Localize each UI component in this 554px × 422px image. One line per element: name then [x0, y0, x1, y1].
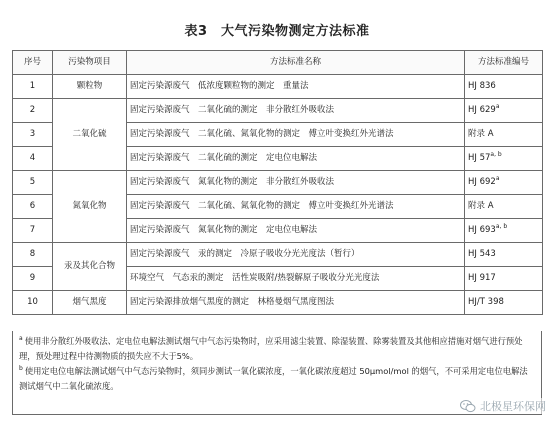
code-text: HJ 692: [468, 177, 496, 187]
row-no: 5: [13, 171, 53, 195]
code-text: 附录 A: [468, 201, 494, 211]
code-text: HJ 543: [468, 249, 496, 259]
pollutant-cell: 氮氧化物: [53, 171, 127, 243]
pollutant-cell: 汞及其化合物: [53, 243, 127, 291]
table-row: [13, 291, 543, 315]
footnote-text: 使用非分散红外吸收法、定电位电解法测试烟气中气态污染物时，应采用滤尘装置、除湿装置、除雾装置及其他相应措施对烟气进行预处理，预处理过程中待测物质的损失应不大于5%。: [19, 336, 523, 361]
table-header-row: [13, 51, 543, 75]
table-title: 表3 大气污染物测定方法标准: [184, 24, 370, 39]
code-cell: [465, 123, 543, 147]
row-no: 8: [13, 243, 53, 267]
standards-table: [12, 50, 543, 315]
row-no: 9: [13, 267, 53, 291]
code-text: HJ 917: [468, 273, 496, 283]
header-code: 方法标准编号: [465, 51, 543, 75]
row-no: 2: [13, 99, 53, 123]
row-no: 4: [13, 147, 53, 171]
footnote-tag: a: [19, 335, 23, 343]
table-row: [13, 243, 543, 267]
code-text: HJ 836: [468, 81, 496, 91]
row-no: 6: [13, 195, 53, 219]
footnote-a: [19, 334, 535, 364]
pollutant-cell: 二氧化硫: [53, 99, 127, 171]
method-cell: 固定污染源废气 二氧化硫、氮氧化物的测定 傅立叶变换红外光谱法: [127, 195, 465, 219]
method-cell: 固定污染源废气 二氧化硫、氮氧化物的测定 傅立叶变换红外光谱法: [127, 123, 465, 147]
code-cell: [465, 243, 543, 267]
row-no: 7: [13, 219, 53, 243]
row-no: 1: [13, 75, 53, 99]
code-cell: [465, 99, 543, 123]
footnote-text: 使用定电位电解法测试烟气中气态污染物时，须同步测试一氧化碳浓度，一氧化碳浓度超过 50μmol/mol 的烟气，不可采用定电位电解法测试烟气中二氧化硫浓度。: [19, 366, 528, 391]
code-cell: [465, 267, 543, 291]
code-text: HJ 57: [468, 153, 491, 163]
watermark: [460, 398, 546, 414]
header-method: 方法标准名称: [127, 51, 465, 75]
code-cell: [465, 147, 543, 171]
method-cell: 固定污染源废气 氮氧化物的测定 定电位电解法: [127, 219, 465, 243]
method-cell: 固定污染源废气 二氧化硫的测定 定电位电解法: [127, 147, 465, 171]
footnote-ref: a: [495, 103, 500, 111]
method-cell: 固定污染源排放烟气黑度的测定 林格曼烟气黑度图法: [127, 291, 465, 315]
code-cell: [465, 291, 543, 315]
method-cell: 环境空气 气态汞的测定 活性炭吸附/热裂解原子吸收分光光度法: [127, 267, 465, 291]
code-text: HJ 693: [468, 225, 496, 235]
table-row: [13, 75, 543, 99]
method-cell: 固定污染源废气 汞的测定 冷原子吸收分光光度法（暂行）: [127, 243, 465, 267]
footnote-ref: a: [495, 175, 500, 183]
footnote-ref: a, b: [490, 151, 502, 159]
code-cell: [465, 195, 543, 219]
method-cell: 固定污染源废气 二氧化硫的测定 非分散红外吸收法: [127, 99, 465, 123]
footnote-tag: b: [19, 365, 23, 373]
method-cell: 固定污染源废气 氮氧化物的测定 非分散红外吸收法: [127, 171, 465, 195]
watermark-text: 北极星环保网: [480, 400, 546, 413]
table-row: [13, 171, 543, 195]
code-text: 附录 A: [468, 129, 494, 139]
footnote-ref: a, b: [495, 223, 508, 231]
code-text: HJ 629: [468, 105, 496, 115]
row-no: 10: [13, 291, 53, 315]
footnote-b: [19, 364, 535, 394]
method-cell: 固定污染源废气 低浓度颗粒物的测定 重量法: [127, 75, 465, 99]
pollutant-cell: 烟气黑度: [53, 291, 127, 315]
code-cell: [465, 219, 543, 243]
code-text: HJ/T 398: [468, 297, 504, 307]
row-no: 3: [13, 123, 53, 147]
code-cell: [465, 75, 543, 99]
code-cell: [465, 171, 543, 195]
header-no: 序号: [13, 51, 53, 75]
table-row: [13, 99, 543, 123]
wechat-icon: [460, 400, 476, 413]
header-pollutant: 污染物项目: [53, 51, 127, 75]
pollutant-cell: 颗粒物: [53, 75, 127, 99]
